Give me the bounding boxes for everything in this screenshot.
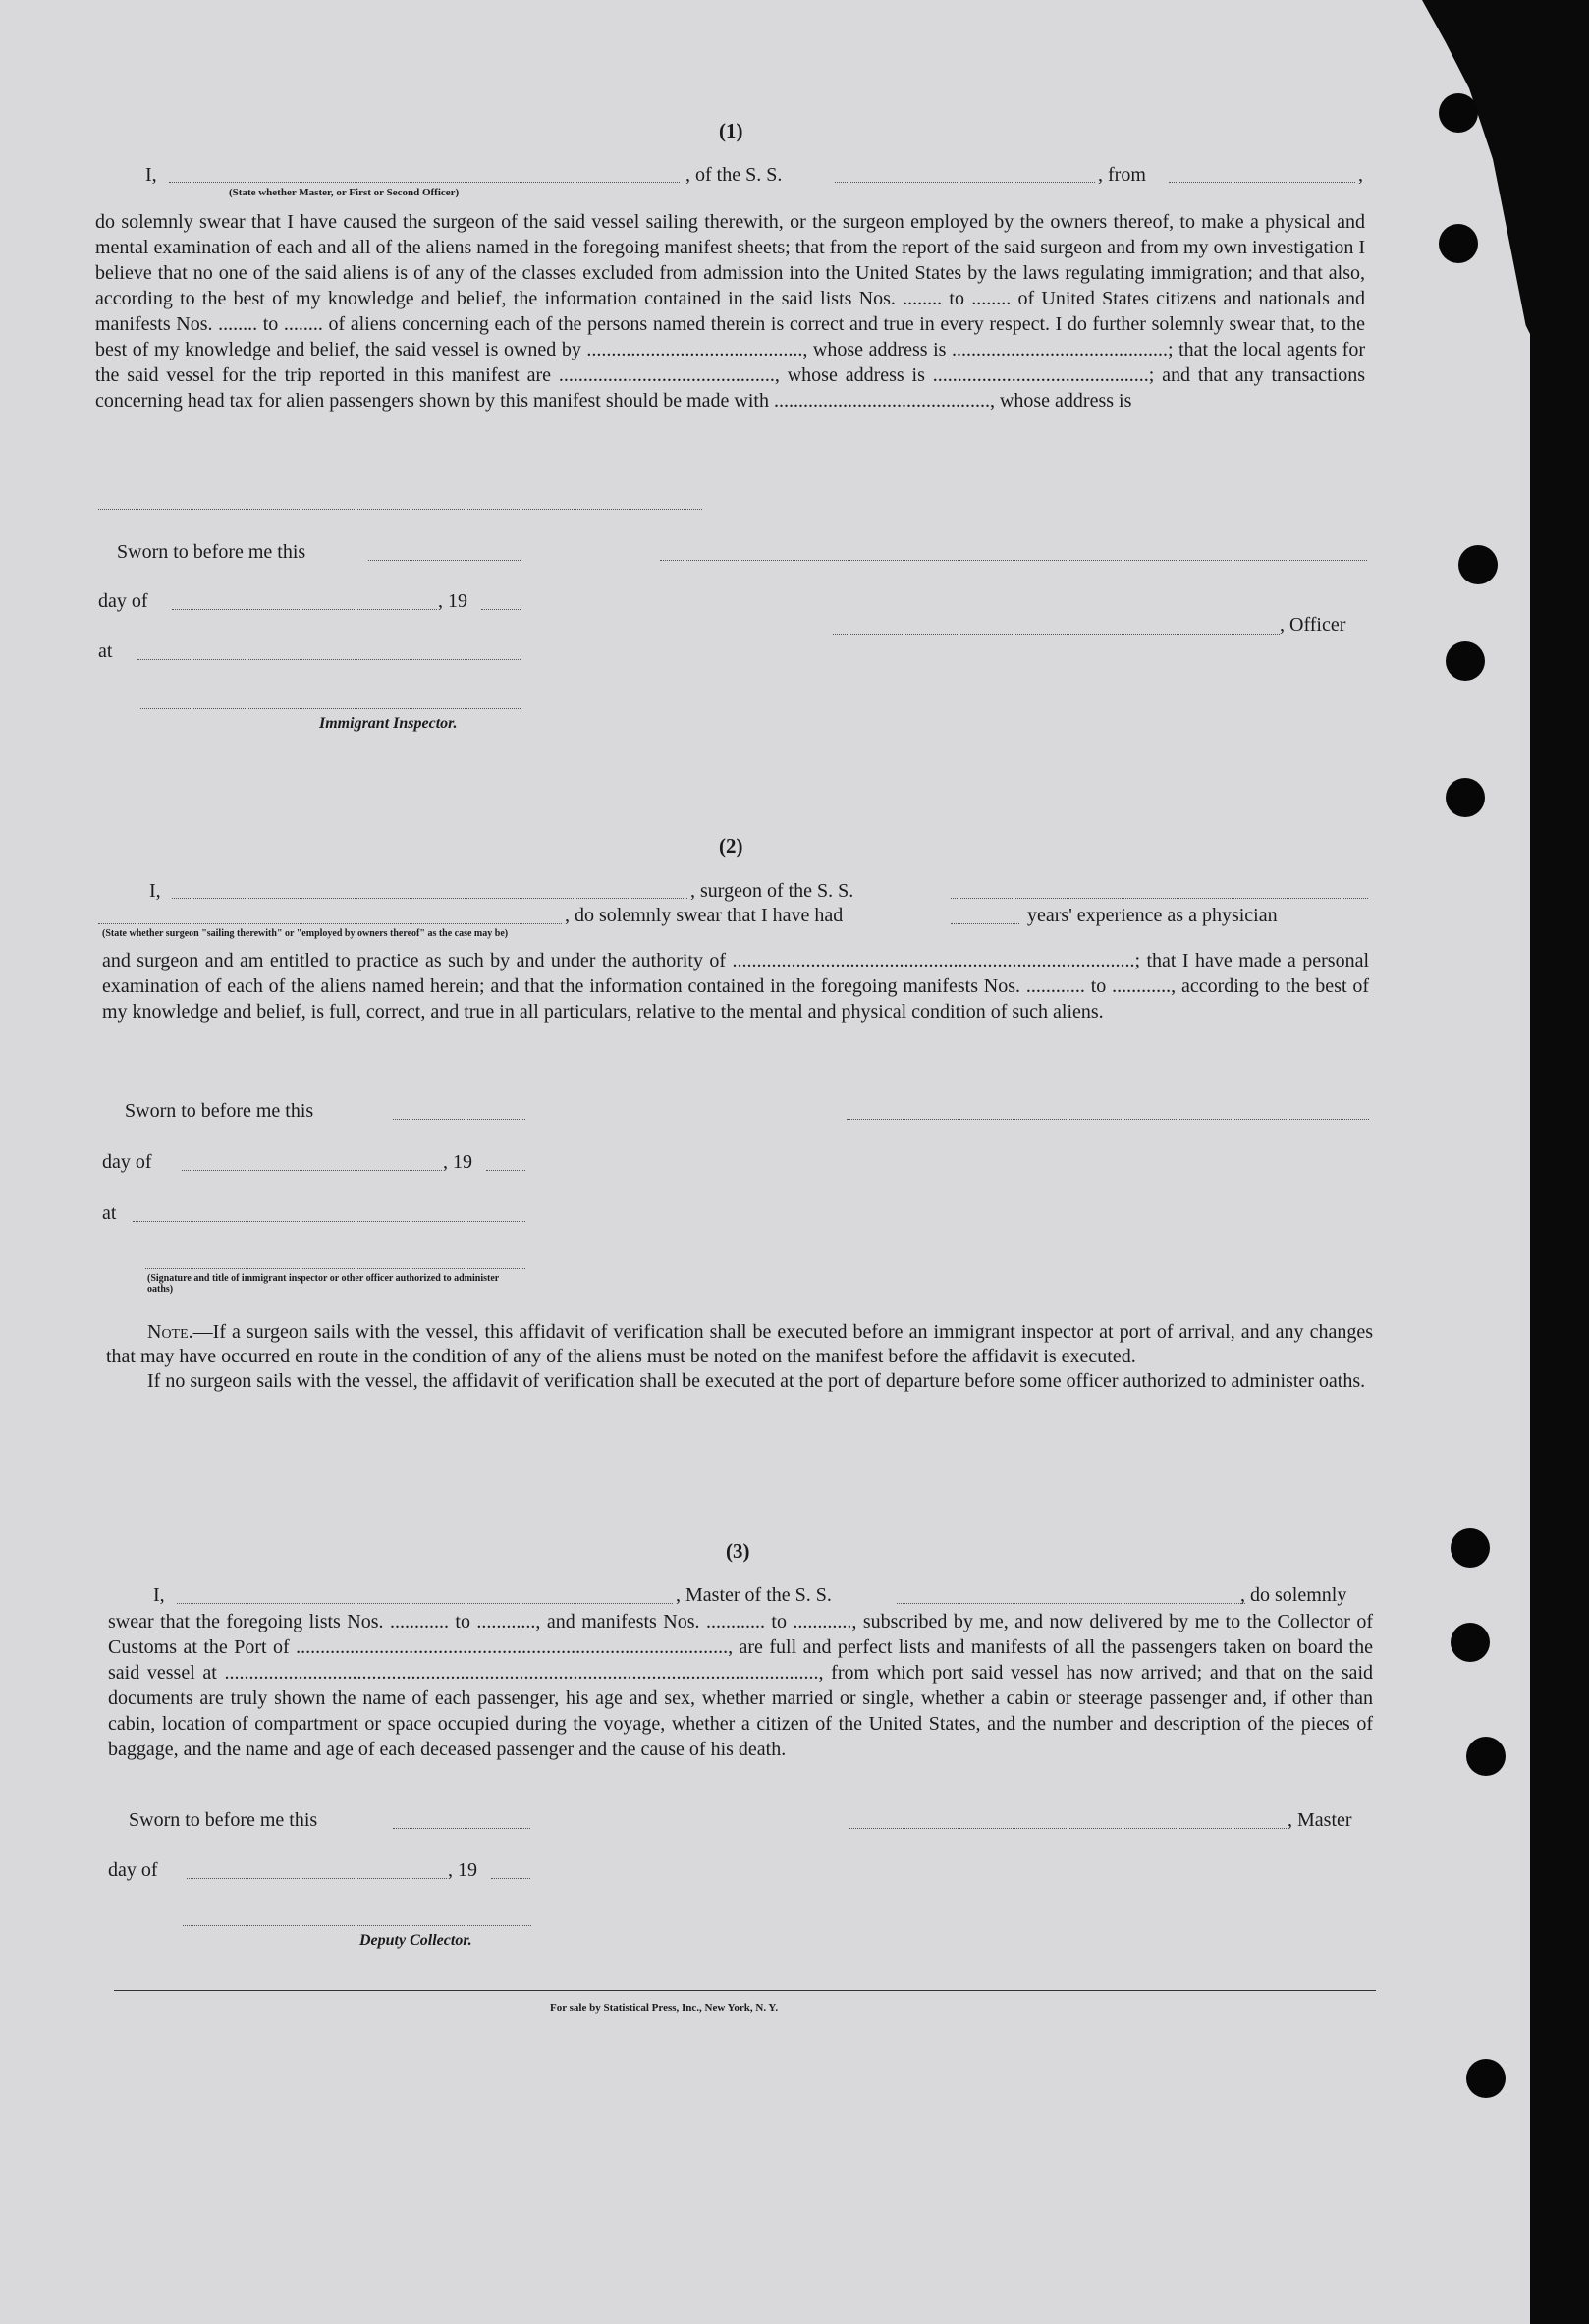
section-2-sworn: Sworn to before me this xyxy=(125,1100,314,1122)
surgeon-name-field[interactable] xyxy=(172,898,687,899)
section-3-solemnly: , do solemnly xyxy=(1240,1584,1347,1606)
section-1-from-label: , from xyxy=(1098,164,1146,186)
punch-hole xyxy=(1451,1528,1490,1568)
section-3-sworn-field[interactable] xyxy=(393,1828,530,1829)
section-1-at: at xyxy=(98,640,113,662)
section-2-ss-label: , surgeon of the S. S. xyxy=(690,880,854,902)
master-name-field[interactable] xyxy=(169,182,680,183)
section-1-body-text: do solemnly swear that I have caused the surgeon of the said vessel sailing therewith, or the surgeon employed by the owners thereof, to make a physical and mental examination of each and all of the aliens named in the foregoing manifest sheets; that from the report of the said surgeon and from my own investigation I believe that no one of the said aliens is of any of the classes excluded from admission into the United States by the laws regulating immigration; and that also, according to the best of my knowledge and belief, the information contained in the said lists Nos. ........ to ........ of United States citizens and nationals and manifests Nos. ........ to ........ of aliens concerning each of the persons named therein is correct and true in every respect. I do further solemnly swear that, to the best of my knowledge and belief, the said vessel is owned by ............................................, whose address is ............................................; that the local agents for the said vessel for the trip reported in this manifest are ............................................, whose address is ............................................; and that any transactions concerning head tax for alien passengers shown by this manifest should be made with ............................................, whose address is xyxy=(95,211,1365,412)
note-label: Note. xyxy=(147,1321,193,1343)
section-3-ss-label: , Master of the S. S. xyxy=(676,1584,832,1606)
section-3-body-text: swear that the foregoing lists Nos. ............ to ............, and manifests Nos. ............ to ............, subscribed by me, and now delivered by me to the Collector of Customs at the Port of ........................................................................................, are full and perfect lists and manifests of all the passengers taken on board the said vessel at ........................................................................................................................., from which port said vessel has now arrived; and that on the said documents are truly shown the name of each passenger, his age and sex, whether married or single, whether a cabin or steerage passenger and, if other than cabin, location of compartment or space occupied during the voyage, whether a citizen of the United States, and the number and description of the pieces of baggage, and the name and age of each deceased passenger and the cause of his death. xyxy=(108,1611,1373,1760)
note-2-text: If no surgeon sails with the vessel, the affidavit of verification shall be executed at the port of departure before some officer authorized to administer oaths. xyxy=(147,1370,1366,1392)
surgeon-signature-field[interactable] xyxy=(847,1119,1369,1120)
master-signature-field[interactable] xyxy=(849,1828,1287,1829)
section-2-i: I, xyxy=(149,880,161,902)
section-1-day-field[interactable] xyxy=(172,609,437,610)
section-3-i: I, xyxy=(153,1584,165,1606)
section-2-year: , 19 xyxy=(443,1151,472,1173)
surgeon-status-field[interactable] xyxy=(98,923,562,924)
master-hint: (State whether Master, or First or Second Officer) xyxy=(229,187,460,198)
section-2-year-field[interactable] xyxy=(486,1170,525,1171)
years-experience-field[interactable] xyxy=(951,923,1019,924)
section-2-body-text: and surgeon and am entitled to practice as such by and under the authority of ..................................................................................; that I have made a personal examination of each of the aliens named herein; and that the information contained in the foregoing manifests Nos. ............ to ............, according to the best of my knowledge and belief, is full, correct, and true in all particulars, relative to the mental and physical condition of such aliens. xyxy=(102,950,1369,1023)
inspector-signature-field[interactable] xyxy=(140,708,521,709)
deputy-collector-label: Deputy Collector. xyxy=(359,1932,472,1949)
section-3-master-name-field[interactable] xyxy=(177,1603,673,1604)
officer-signature-field[interactable] xyxy=(833,634,1280,635)
section-2-inspector-signature-field[interactable] xyxy=(145,1268,525,1269)
punch-hole xyxy=(1451,1623,1490,1662)
vessel-name-field[interactable] xyxy=(835,182,1095,183)
address-continuation-field[interactable] xyxy=(98,509,702,510)
section-2-number: (2) xyxy=(719,834,743,858)
section-2-body xyxy=(102,948,1369,1024)
punch-hole xyxy=(1439,224,1478,263)
section-3-year: , 19 xyxy=(448,1859,477,1881)
section-1-year: , 19 xyxy=(438,590,467,612)
section-3-vessel-field[interactable] xyxy=(897,1603,1245,1604)
section-1-officer: , Officer xyxy=(1280,614,1346,636)
section-3-year-field[interactable] xyxy=(491,1878,530,1879)
section-2-vessel-field[interactable] xyxy=(951,898,1368,899)
section-3-master: , Master xyxy=(1288,1809,1352,1831)
section-2-day-field[interactable] xyxy=(182,1170,442,1171)
note-paragraph-1 xyxy=(106,1320,1373,1369)
section-3-number: (3) xyxy=(726,1539,750,1563)
section-2-at-field[interactable] xyxy=(133,1221,525,1222)
punch-hole xyxy=(1446,641,1485,681)
section-2-signature-hint: (Signature and title of immigrant inspector or other officer authorized to administer oaths) xyxy=(147,1273,500,1295)
section-1-at-field[interactable] xyxy=(137,659,521,660)
section-1-ss-label: , of the S. S. xyxy=(685,164,783,186)
immigrant-inspector-label: Immigrant Inspector. xyxy=(319,715,458,732)
section-2-sworn-field[interactable] xyxy=(393,1119,525,1120)
section-2-swear: , do solemnly swear that I have had xyxy=(565,905,844,926)
section-1-comma: , xyxy=(1358,164,1363,186)
scan-background xyxy=(1530,0,1589,2324)
section-1-number: (1) xyxy=(719,119,743,142)
surgeon-hint: (State whether surgeon "sailing therewith" or "employed by owners thereof" as the case may be) xyxy=(102,928,509,939)
section-3-body xyxy=(108,1609,1373,1762)
section-3-day-of: day of xyxy=(108,1859,158,1881)
punch-hole xyxy=(1466,2059,1506,2098)
note-block xyxy=(106,1320,1373,1394)
section-1-i: I, xyxy=(145,164,157,186)
footer-rule xyxy=(114,1990,1376,1991)
section-1-year-field[interactable] xyxy=(481,609,521,610)
punch-hole xyxy=(1439,93,1478,133)
note-1-text: —If a surgeon sails with the vessel, this affidavit of verification shall be executed before an immigrant inspector at port of arrival, and any changes that may have occurred en route in the condition of any of the aliens must be noted on the manifest before the affidavit is executed. xyxy=(106,1321,1373,1367)
collector-signature-field[interactable] xyxy=(183,1925,531,1926)
section-1-day-of: day of xyxy=(98,590,148,612)
punch-hole xyxy=(1458,545,1498,584)
torn-edge xyxy=(1422,0,1540,354)
printer-imprint: For sale by Statistical Press, Inc., New York, N. Y. xyxy=(550,2002,779,2014)
from-port-field[interactable] xyxy=(1169,182,1355,183)
section-1-sworn: Sworn to before me this xyxy=(117,541,306,563)
section-2-day-of: day of xyxy=(102,1151,152,1173)
section-1-body xyxy=(95,209,1365,414)
punch-hole xyxy=(1446,778,1485,817)
section-3-day-field[interactable] xyxy=(187,1878,447,1879)
section-2-at: at xyxy=(102,1202,117,1224)
section-1-officer-name-field[interactable] xyxy=(660,560,1367,561)
section-3-sworn: Sworn to before me this xyxy=(129,1809,318,1831)
section-1-sworn-field[interactable] xyxy=(368,560,521,561)
section-2-experience: years' experience as a physician xyxy=(1027,905,1278,926)
punch-hole xyxy=(1466,1737,1506,1776)
